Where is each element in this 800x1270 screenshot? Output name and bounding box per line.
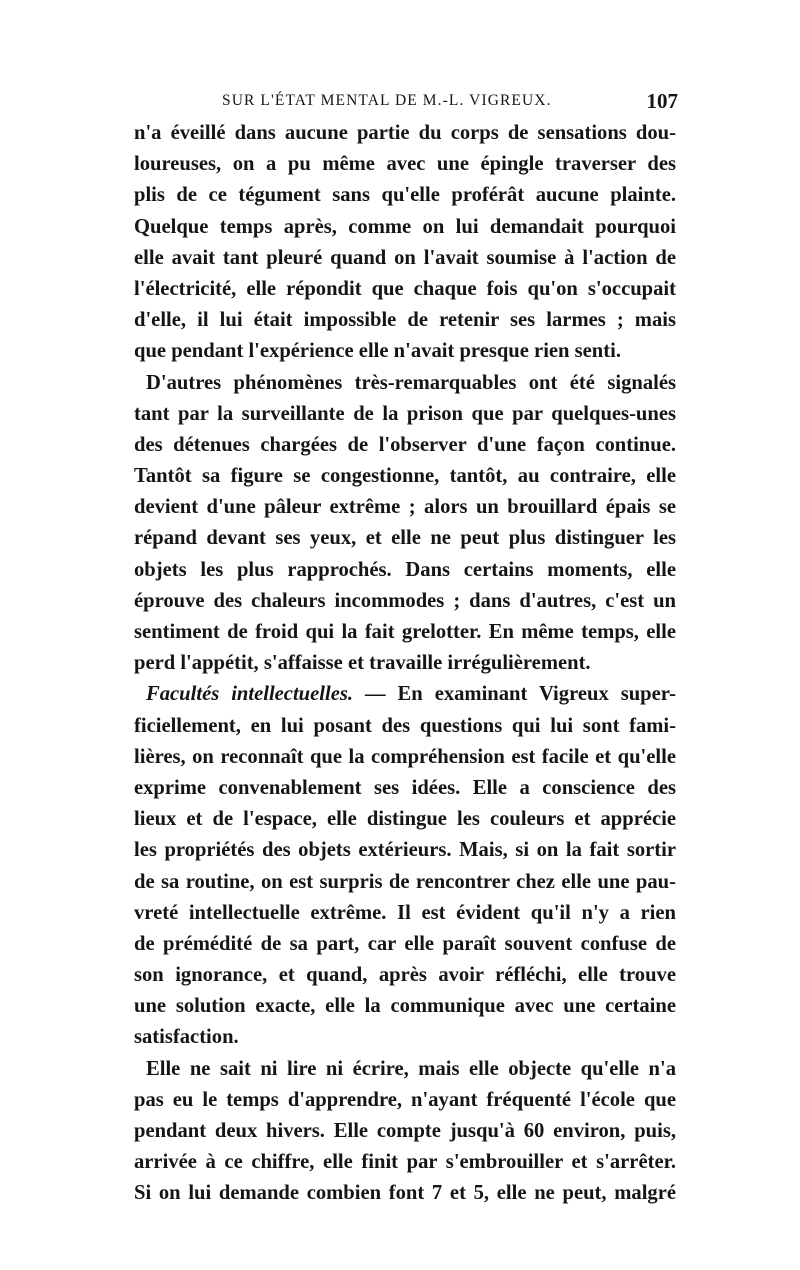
text-line: perd l'appétit, s'affaisse et travaille irrégulièrement.	[134, 652, 591, 675]
text-line: que pendant l'expérience elle n'avait presque rien senti.	[134, 340, 621, 363]
text-line: pendant deux hivers. Elle compte jusqu'à 60 environ, puis,	[134, 1120, 676, 1142]
text-line: lieux et de l'espace, elle distingue les couleurs et apprécie	[134, 808, 676, 831]
text-line: objets les plus rapprochés. Dans certains moments, elle	[134, 558, 676, 581]
text-line: arrivée à ce chiffre, elle finit par s'embrouiller et s'arrêter.	[134, 1151, 676, 1174]
text-line: l'électricité, elle répondit que chaque fois qu'on s'occupait	[134, 277, 676, 300]
text-line: plis de ce tégument sans qu'elle proférât aucune plainte.	[134, 184, 676, 207]
text-line: elle avait tant pleuré quand on l'avait soumise à l'action de	[134, 246, 676, 269]
text-line: lières, on reconnaît que la compréhension est facile et qu'elle	[134, 745, 676, 768]
text-line: pas eu le temps d'apprendre, n'ayant fréquenté l'école que	[134, 1088, 676, 1111]
text-line: ficiellement, en lui posant des questions qui lui sont fami-	[134, 714, 676, 737]
running-title: SUR L'ÉTAT MENTAL DE M.-L. VIGREUX.	[222, 92, 552, 109]
text-line: d'elle, il lui était impossible de retenir ses larmes ; mais	[134, 309, 676, 332]
text-line: n'a éveillé dans aucune partie du corps de sensations dou-	[134, 122, 676, 144]
text-line: Elle ne sait ni lire ni écrire, mais elle objecte qu'elle n'a	[146, 1057, 676, 1080]
text-line: répand devant ses yeux, et elle ne peut plus distinguer les	[134, 527, 676, 550]
text-line: tant par la surveillante de la prison que par quelques-unes	[134, 402, 676, 425]
page-number: 107	[646, 89, 678, 113]
text-line: loureuses, on a pu même avec une épingle traverser des	[134, 153, 676, 176]
text-line: sentiment de froid qui la fait grelotter. En même temps, elle	[134, 621, 676, 643]
text-line: de sa routine, on est surpris de rencontrer chez elle une pau-	[134, 870, 676, 893]
section-heading-continuation: — En examinant Vigreux super-	[353, 683, 676, 706]
text-line: D'autres phénomènes très-remarquables ont été signalés	[146, 371, 676, 394]
text-line: satisfaction.	[134, 1026, 239, 1049]
text-line: vreté intellectuelle extrême. Il est évident qu'il n'y a rien	[134, 901, 676, 924]
body-text	[134, 118, 676, 1210]
text-line: Quelque temps après, comme on lui demandait pourquoi	[134, 215, 676, 238]
section-heading-line	[134, 679, 676, 710]
text-line: une solution exacte, elle la communique avec une certaine	[134, 995, 676, 1018]
text-line: devient d'une pâleur extrême ; alors un brouillard épais se	[134, 496, 676, 519]
text-line: exprime convenablement ses idées. Elle a conscience des	[134, 776, 676, 799]
text-line: son ignorance, et quand, après avoir réfléchi, elle trouve	[134, 964, 676, 987]
text-line: Si on lui demande combien font 7 et 5, elle ne peut, malgré	[134, 1182, 676, 1205]
section-heading: Facultés intellectuelles.	[146, 683, 354, 706]
text-line: les propriétés des objets extérieurs. Mais, si on la fait sortir	[134, 839, 676, 862]
running-head	[222, 89, 678, 116]
text-line: Tantôt sa figure se congestionne, tantôt, au contraire, elle	[134, 465, 676, 488]
text-line: des détenues chargées de l'observer d'une façon continue.	[134, 433, 676, 456]
text-line: éprouve des chaleurs incommodes ; dans d'autres, c'est un	[134, 589, 676, 612]
text-line: de prémédité de sa part, car elle paraît souvent confuse de	[134, 932, 676, 955]
